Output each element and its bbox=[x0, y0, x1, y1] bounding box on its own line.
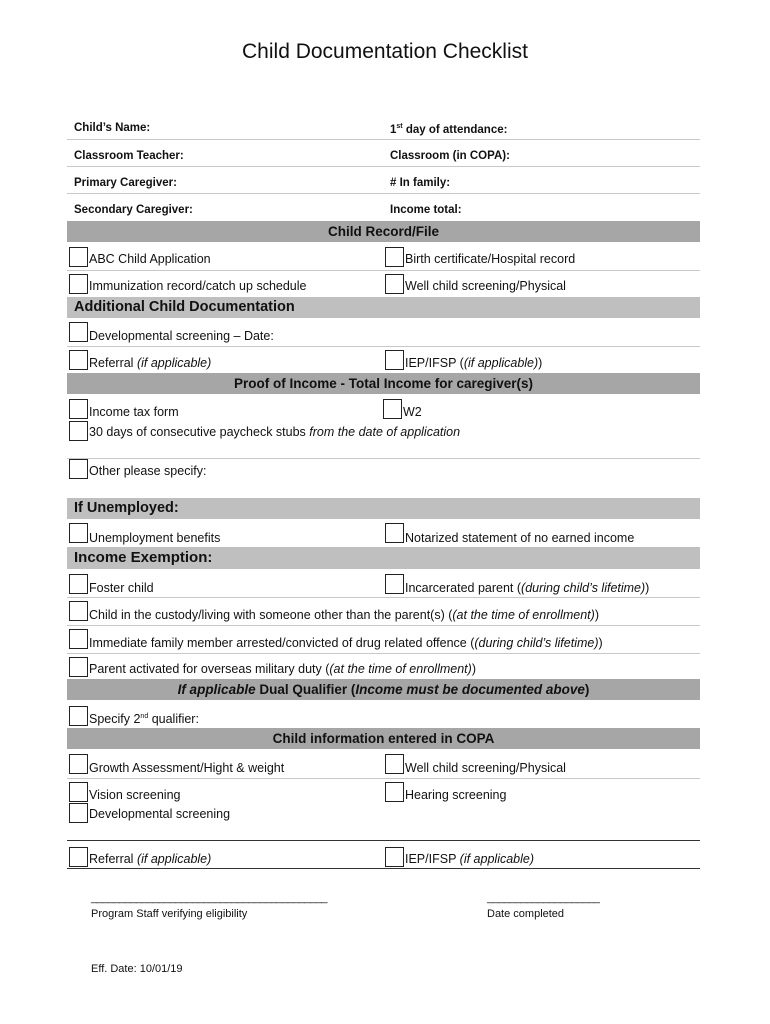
checkbox-other-income[interactable] bbox=[69, 459, 88, 479]
checkbox-birth-certificate[interactable] bbox=[385, 247, 404, 267]
divider bbox=[67, 458, 700, 459]
copa-referral-label: Referral (if applicable) bbox=[89, 852, 212, 866]
checkbox-paycheck-stubs[interactable] bbox=[69, 421, 88, 441]
staff-signature-label: Program Staff verifying eligibility bbox=[91, 908, 248, 920]
checkbox-vision-screening[interactable] bbox=[69, 782, 88, 802]
date-completed-line[interactable]: ____________________ bbox=[487, 892, 600, 904]
section-additional-documentation: Additional Child Documentation bbox=[67, 297, 700, 318]
section-if-unemployed: If Unemployed: bbox=[67, 498, 700, 519]
checkbox-developmental-screening[interactable] bbox=[69, 322, 88, 342]
custody-label: Child in the custody/living with someone other than the parent(s) ((at the time of enrollment)) bbox=[89, 608, 599, 622]
divider bbox=[67, 840, 700, 841]
developmental-screening-label: Developmental screening – Date: bbox=[89, 329, 274, 343]
hearing-screening-label: Hearing screening bbox=[405, 788, 507, 802]
section-income-exemption: Income Exemption: bbox=[67, 547, 700, 569]
section-copa-info: Child information entered in COPA bbox=[67, 728, 700, 749]
birth-certificate-label: Birth certificate/Hospital record bbox=[405, 252, 576, 266]
vision-screening-label: Vision screening bbox=[89, 788, 181, 802]
checkbox-copa-developmental[interactable] bbox=[69, 803, 88, 823]
classroom-teacher-label: Classroom Teacher: bbox=[74, 150, 184, 162]
checkbox-custody[interactable] bbox=[69, 601, 88, 621]
section-proof-of-income: Proof of Income - Total Income for caregiver(s) bbox=[67, 373, 700, 394]
checkbox-second-qualifier[interactable] bbox=[69, 706, 88, 726]
first-day-label: 1st day of attendance: bbox=[390, 123, 508, 136]
growth-assessment-label: Growth Assessment/Hight & weight bbox=[89, 761, 285, 775]
incarcerated-parent-label: Incarcerated parent ((during child’s lifetime)) bbox=[405, 581, 650, 595]
checkbox-hearing-screening[interactable] bbox=[385, 782, 404, 802]
staff-signature-line[interactable]: __________________________________________ bbox=[91, 892, 327, 904]
income-tax-label: Income tax form bbox=[89, 405, 179, 419]
iep-ifsp-label: IEP/IFSP ((if applicable)) bbox=[405, 356, 543, 370]
section-child-record: Child Record/File bbox=[67, 221, 700, 242]
checkbox-referral[interactable] bbox=[69, 350, 88, 370]
divider bbox=[67, 597, 700, 598]
w2-label: W2 bbox=[403, 405, 422, 419]
divider bbox=[67, 625, 700, 626]
immunization-label: Immunization record/catch up schedule bbox=[89, 279, 307, 293]
childs-name-label: Child’s Name: bbox=[74, 122, 151, 134]
divider bbox=[67, 653, 700, 654]
income-total-label: Income total: bbox=[390, 204, 462, 216]
well-child-label: Well child screening/Physical bbox=[405, 279, 566, 293]
divider bbox=[67, 270, 700, 271]
divider bbox=[67, 166, 700, 167]
divider bbox=[67, 778, 700, 779]
checkbox-abc-application[interactable] bbox=[69, 247, 88, 267]
divider bbox=[67, 193, 700, 194]
family-member-arrested-label: Immediate family member arrested/convicted of drug related offence ((during child’s lifetime)) bbox=[89, 636, 603, 650]
date-completed-label: Date completed bbox=[487, 908, 565, 920]
divider bbox=[67, 139, 700, 140]
copa-well-child-label: Well child screening/Physical bbox=[405, 761, 566, 775]
page-title: Child Documentation Checklist bbox=[242, 40, 528, 63]
paycheck-stubs-label: 30 days of consecutive paycheck stubs from the date of application bbox=[89, 425, 461, 439]
secondary-caregiver-label: Secondary Caregiver: bbox=[74, 204, 193, 216]
effective-date: Eff. Date: 10/01/19 bbox=[91, 963, 183, 975]
section-dual-qualifier: If applicable Dual Qualifier (Income must be documented above) bbox=[67, 679, 700, 700]
checkbox-copa-iep-ifsp[interactable] bbox=[385, 847, 404, 867]
foster-child-label: Foster child bbox=[89, 581, 154, 595]
divider bbox=[67, 346, 700, 347]
checkbox-immunization[interactable] bbox=[69, 274, 88, 294]
copa-iep-ifsp-label: IEP/IFSP (if applicable) bbox=[405, 852, 535, 866]
checkbox-military-duty[interactable] bbox=[69, 657, 88, 677]
notarized-statement-label: Notarized statement of no earned income bbox=[405, 531, 635, 545]
checkbox-notarized-statement[interactable] bbox=[385, 523, 404, 543]
primary-caregiver-label: Primary Caregiver: bbox=[74, 177, 177, 189]
abc-application-label: ABC Child Application bbox=[89, 252, 211, 266]
checkbox-foster-child[interactable] bbox=[69, 574, 88, 594]
checkbox-iep-ifsp[interactable] bbox=[385, 350, 404, 370]
other-income-label: Other please specify: bbox=[89, 464, 207, 478]
in-family-label: # In family: bbox=[390, 177, 451, 189]
unemployment-benefits-label: Unemployment benefits bbox=[89, 531, 221, 545]
military-duty-label: Parent activated for overseas military duty ((at the time of enrollment)) bbox=[89, 662, 476, 676]
checkbox-unemployment-benefits[interactable] bbox=[69, 523, 88, 543]
checkbox-income-tax[interactable] bbox=[69, 399, 88, 419]
checkbox-incarcerated-parent[interactable] bbox=[385, 574, 404, 594]
second-qualifier-label: Specify 2nd qualifier: bbox=[89, 712, 199, 726]
checkbox-family-member-arrested[interactable] bbox=[69, 629, 88, 649]
checkbox-w2[interactable] bbox=[383, 399, 402, 419]
checkbox-copa-referral[interactable] bbox=[69, 847, 88, 867]
checkbox-well-child[interactable] bbox=[385, 274, 404, 294]
referral-label: Referral (if applicable) bbox=[89, 356, 212, 370]
divider bbox=[67, 868, 700, 869]
classroom-copa-label: Classroom (in COPA): bbox=[390, 150, 510, 162]
copa-developmental-label: Developmental screening bbox=[89, 807, 231, 821]
checkbox-copa-well-child[interactable] bbox=[385, 754, 404, 774]
checkbox-growth-assessment[interactable] bbox=[69, 754, 88, 774]
